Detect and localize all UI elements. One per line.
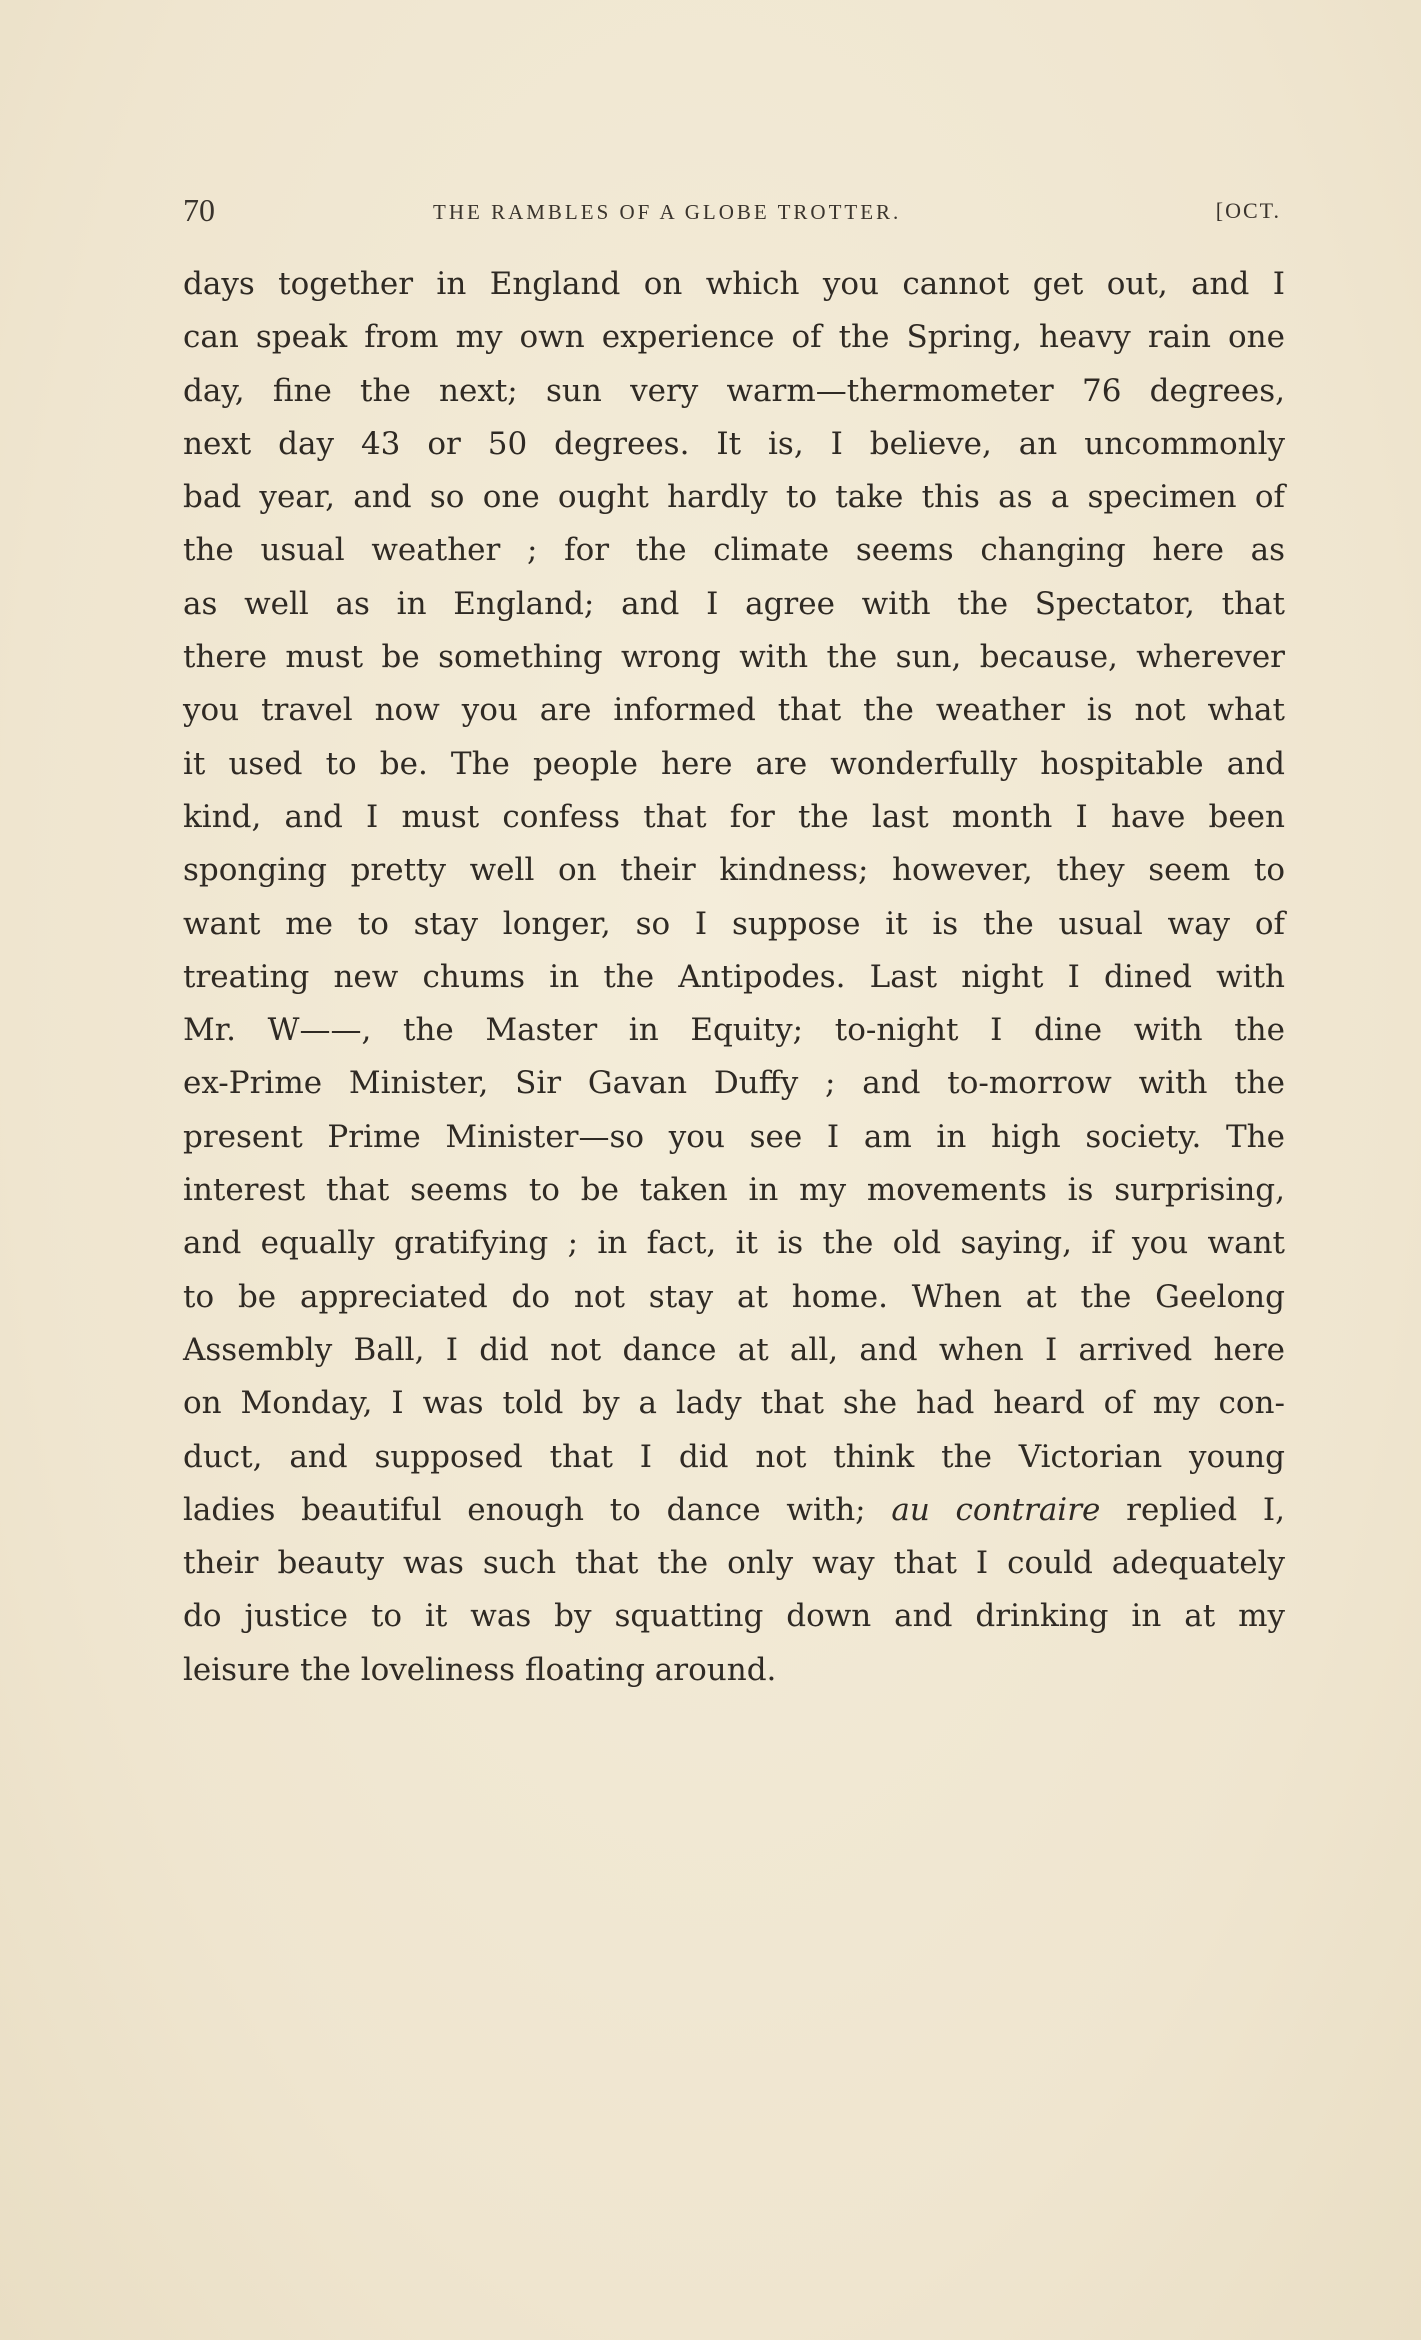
running-month: [OCT. (1215, 198, 1281, 223)
text-line: sponging pretty well on their kindness; however, they seem to (183, 852, 1285, 889)
text-line: ex-Prime Minister, Sir Gavan Duffy ; and to-morrow with the (183, 1065, 1285, 1102)
text-line: Assembly Ball, I did not dance at all, and when I arrived here (183, 1331, 1285, 1368)
text-line: there must be something wrong with the sun, because, wherever (183, 639, 1285, 676)
text-line-last: leisure the loveliness floating around. (183, 1651, 777, 1688)
text-line: interest that seems to be taken in my movements is surprising, (183, 1172, 1285, 1209)
text-line: duct, and supposed that I did not think the Victorian young (183, 1438, 1285, 1475)
text-line: as well as in England; and I agree with the Spectator, that (183, 585, 1285, 622)
text-line: can speak from my own experience of the Spring, heavy rain one (183, 319, 1285, 356)
running-head (183, 190, 1285, 230)
text-line: and equally gratifying ; in fact, it is the old saying, if you want (183, 1225, 1285, 1262)
text-line: on Monday, I was told by a lady that she had heard of my con- (183, 1385, 1285, 1422)
text-line: you travel now you are informed that the weather is not what (183, 692, 1285, 729)
text-line-with-italic (183, 1484, 1285, 1537)
text-line: days together in England on which you cannot get out, and I (183, 266, 1285, 302)
text-line: Mr. W——, the Master in Equity; to-night I dine with the (183, 1012, 1285, 1049)
text-line: present Prime Minister—so you see I am in high society. The (183, 1118, 1285, 1155)
text-line: day, fine the next; sun very warm—thermometer 76 degrees, (183, 372, 1285, 409)
body-text (183, 258, 1285, 1697)
text-line: do justice to it was by squatting down and drinking in at my (183, 1598, 1285, 1635)
text-line: to be appreciated do not stay at home. When at the Geelong (183, 1278, 1285, 1315)
text-line: kind, and I must confess that for the last month I have been (183, 798, 1285, 835)
text-line: their beauty was such that the only way that I could adequately (183, 1545, 1285, 1582)
text-line: bad year, and so one ought hardly to take this as a specimen of (183, 479, 1285, 516)
page-number: 70 (183, 192, 215, 228)
text-line: treating new chums in the Antipodes. Last night I dined with (183, 958, 1285, 995)
text-segment: replied I, (1100, 1491, 1285, 1528)
text-line: the usual weather ; for the climate seems changing here as (183, 532, 1285, 569)
italic-phrase: au contraire (891, 1491, 1101, 1528)
text-line: it used to be. The people here are wonderfully hospitable and (183, 745, 1285, 782)
text-line: next day 43 or 50 degrees. It is, I believe, an uncommonly (183, 425, 1285, 462)
running-title: THE RAMBLES OF A GLOBE TROTTER. (433, 200, 902, 224)
text-line: want me to stay longer, so I suppose it is the usual way of (183, 905, 1285, 942)
text-segment: ladies beautiful enough to dance with; (183, 1491, 892, 1528)
